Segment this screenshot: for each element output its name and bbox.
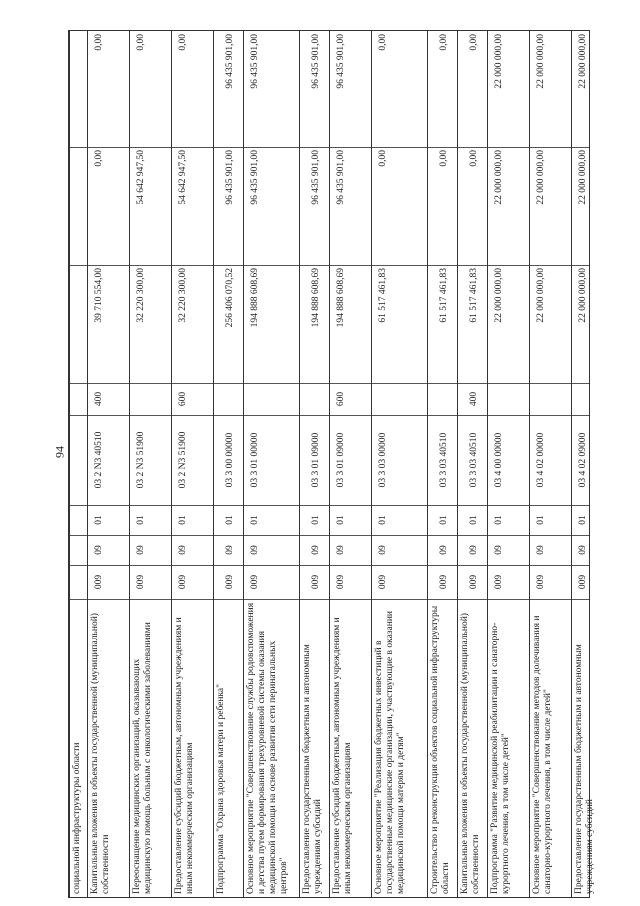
- cell-rz: 09: [336, 545, 346, 555]
- cell-pr: 01: [136, 515, 146, 525]
- table-row: [329, 31, 372, 897]
- cell-pr: 01: [311, 515, 321, 525]
- cell-rz: 09: [311, 545, 321, 555]
- page-number: 94: [52, 446, 67, 458]
- cell-ved: 009: [94, 574, 104, 590]
- cell-vr: 600: [336, 391, 346, 407]
- cell-s2019: 32 220 300,00: [136, 268, 146, 323]
- cell-pr: 01: [439, 515, 449, 525]
- cell-s2021: 0,00: [136, 34, 146, 51]
- cell-rz: 09: [494, 545, 504, 555]
- cell-pr: 01: [494, 515, 504, 525]
- cell-s2021: 0,00: [378, 34, 388, 51]
- cell-s2019: 256 406 070,52: [225, 268, 235, 328]
- cell-csr: 03 2 N3 51900: [136, 431, 146, 489]
- cell-s2021: 96 435 901,00: [225, 34, 235, 89]
- cell-pr: 01: [250, 515, 260, 525]
- cell-csr: 03 3 01 00000: [250, 432, 260, 488]
- cell-name: Строительство и реконструкция объектов социальной инфраструктуры области: [430, 605, 451, 894]
- cell-csr: 03 3 03 00000: [378, 432, 388, 488]
- cell-s2019: 61 517 461,83: [439, 268, 449, 323]
- cell-ved: 009: [136, 574, 146, 590]
- cell-pr: 01: [536, 515, 546, 525]
- cell-name: Предоставление субсидий бюджетным, автономным учреждениям и иным некоммерческим организациям: [332, 617, 353, 894]
- cell-ved: 009: [311, 574, 321, 590]
- cell-s2020: 96 435 901,00: [250, 150, 260, 205]
- cell-vr: [532, 386, 574, 412]
- cell-rz: [72, 538, 88, 562]
- table-row: [171, 31, 214, 897]
- cell-s2019: 39 710 554,00: [94, 268, 104, 323]
- cell-pr: 01: [336, 515, 346, 525]
- cell-pr: 01: [94, 515, 104, 525]
- cell-vr: [246, 386, 302, 412]
- cell-s2021: [72, 34, 88, 144]
- cell-name: Капитальные вложения в объекты государственной (муниципальной) собственности: [90, 613, 111, 894]
- table-row: [457, 31, 488, 897]
- cell-csr: 03 2 N3 51900: [178, 431, 188, 489]
- cell-s2019: 61 517 461,83: [378, 268, 388, 323]
- table-row: [571, 31, 609, 897]
- cell-csr: 03 3 03 40510: [469, 432, 479, 488]
- cell-csr: 03 4 00 00000: [494, 432, 504, 488]
- cell-vr: [574, 386, 611, 412]
- budget-table: [68, 30, 595, 898]
- cell-s2019: 194 888 608,69: [311, 268, 321, 328]
- cell-s2021: 0,00: [178, 34, 188, 51]
- cell-name: Переоснащение медицинских организаций, оказывающих медицинскую помощь больным с онкологическими заболеваниями: [132, 622, 153, 894]
- cell-rz: 09: [225, 545, 235, 555]
- cell-pr: 01: [578, 515, 588, 525]
- cell-ved: [72, 568, 88, 596]
- cell-vr: [72, 386, 88, 412]
- table-row: [213, 31, 244, 897]
- cell-s2020: 22 000 000,00: [494, 150, 504, 205]
- cell-rz: 09: [136, 545, 146, 555]
- cell-s2019: 22 000 000,00: [494, 268, 504, 323]
- cell-rz: 09: [250, 545, 260, 555]
- cell-name: Капитальные вложения в объекты государственной (муниципальной) собственности: [460, 613, 481, 894]
- cell-s2020: 96 435 901,00: [311, 150, 321, 205]
- cell-name: Основное мероприятие "Совершенствование методов долечивания и санаторно-курортного лечения, в том числе детей": [532, 615, 553, 894]
- cell-pr: 01: [225, 515, 235, 525]
- cell-ved: 009: [178, 574, 188, 590]
- table-row: [371, 31, 428, 897]
- cell-s2019: 61 517 461,83: [469, 268, 479, 323]
- cell-s2021: 22 000 000,00: [494, 34, 504, 89]
- cell-csr: 03 3 01 09000: [336, 432, 346, 488]
- cell-name: Подпрограмма "Развитие медицинской реабилитации и санаторно-курортного лечения, в том числе детей": [490, 622, 511, 894]
- cell-s2019: 22 000 000,00: [578, 268, 588, 323]
- cell-s2020: 54 642 947,50: [178, 150, 188, 205]
- cell-rz: 09: [469, 545, 479, 555]
- table-row: [69, 31, 88, 897]
- cell-name: Предоставление субсидий бюджетным, автономным учреждениям и иным некоммерческим организациям: [174, 617, 195, 894]
- cell-s2021: 96 435 901,00: [311, 34, 321, 89]
- cell-s2019: [72, 268, 88, 380]
- cell-vr: [430, 386, 458, 412]
- cell-rz: 09: [439, 545, 449, 555]
- cell-s2021: 22 000 000,00: [578, 34, 588, 89]
- cell-name: социальной инфраструктуры области: [72, 742, 82, 894]
- cell-ved: 009: [225, 574, 235, 590]
- cell-ved: 009: [536, 574, 546, 590]
- cell-rz: 09: [536, 545, 546, 555]
- cell-ved: 009: [494, 574, 504, 590]
- cell-vr: 400: [469, 391, 479, 407]
- cell-s2020: 0,00: [439, 150, 449, 167]
- cell-s2020: 22 000 000,00: [536, 150, 546, 205]
- table-row: [299, 31, 330, 897]
- table-row: [427, 31, 458, 897]
- cell-vr: [216, 386, 244, 412]
- cell-vr: 600: [178, 391, 188, 407]
- cell-rz: 09: [178, 545, 188, 555]
- cell-pr: [72, 508, 88, 532]
- cell-csr: 03 4 02 00000: [536, 432, 546, 488]
- cell-s2021: 0,00: [469, 34, 479, 51]
- cell-ved: 009: [469, 574, 479, 590]
- cell-name: Основное мероприятие "Реализация бюджетных инвестиций в государственные медицинские организации, участвующие в оказании медицинской помощи матерям и детям": [374, 610, 406, 894]
- table-row: [243, 31, 300, 897]
- cell-csr: [72, 418, 88, 502]
- cell-ved: 009: [378, 574, 388, 590]
- cell-ved: 009: [578, 574, 588, 590]
- cell-s2021: 22 000 000,00: [536, 34, 546, 89]
- cell-csr: 03 4 02 09000: [578, 432, 588, 488]
- cell-pr: 01: [469, 515, 479, 525]
- cell-s2019: 32 220 300,00: [178, 268, 188, 323]
- cell-s2020: 54 642 947,50: [136, 150, 146, 205]
- cell-s2020: 0,00: [469, 150, 479, 167]
- cell-pr: 01: [378, 515, 388, 525]
- cell-vr: [374, 386, 430, 412]
- cell-rz: 09: [378, 545, 388, 555]
- cell-vr: [132, 386, 174, 412]
- table-row: [487, 31, 530, 897]
- cell-s2020: 22 000 000,00: [578, 150, 588, 205]
- cell-s2019: 22 000 000,00: [536, 268, 546, 323]
- cell-s2019: 194 888 608,69: [336, 268, 346, 328]
- table-row: [129, 31, 172, 897]
- cell-vr: 400: [94, 391, 104, 407]
- cell-s2021: 96 435 901,00: [336, 34, 346, 89]
- cell-name: Предоставление государственным бюджетным и автономным учреждениям субсидий: [302, 644, 323, 894]
- cell-name: Подпрограмма "Охрана здоровья матери и ребенка": [216, 683, 226, 894]
- cell-s2020: 0,00: [378, 150, 388, 167]
- cell-rz: 09: [578, 545, 588, 555]
- table-row: [529, 31, 572, 897]
- cell-vr: [490, 386, 532, 412]
- cell-s2020: 96 435 901,00: [336, 150, 346, 205]
- cell-s2020: 96 435 901,00: [225, 150, 235, 205]
- cell-s2021: 96 435 901,00: [250, 34, 260, 89]
- cell-ved: 009: [439, 574, 449, 590]
- cell-ved: 009: [336, 574, 346, 590]
- cell-name: Предоставление государственным бюджетным и автономным учреждениям субсидий: [574, 644, 595, 894]
- cell-name: Основное мероприятие "Совершенствование службы родовспоможения и детства путем формирования трехуровневой системы оказания медицинской помощи на основе развития сети перинатальных центров": [246, 602, 289, 894]
- cell-csr: 03 2 N3 40510: [94, 431, 104, 489]
- cell-s2021: 0,00: [94, 34, 104, 51]
- cell-csr: 03 3 00 00000: [225, 432, 235, 488]
- cell-s2019: 194 888 608,69: [250, 268, 260, 328]
- cell-pr: 01: [178, 515, 188, 525]
- cell-s2020: [72, 150, 88, 262]
- cell-csr: 03 3 01 09000: [311, 432, 321, 488]
- cell-vr: [302, 386, 330, 412]
- cell-s2020: 0,00: [94, 150, 104, 167]
- table-row: [87, 31, 130, 897]
- cell-rz: 09: [94, 545, 104, 555]
- cell-csr: 03 3 03 40510: [439, 432, 449, 488]
- cell-ved: 009: [250, 574, 260, 590]
- cell-s2021: 0,00: [439, 34, 449, 51]
